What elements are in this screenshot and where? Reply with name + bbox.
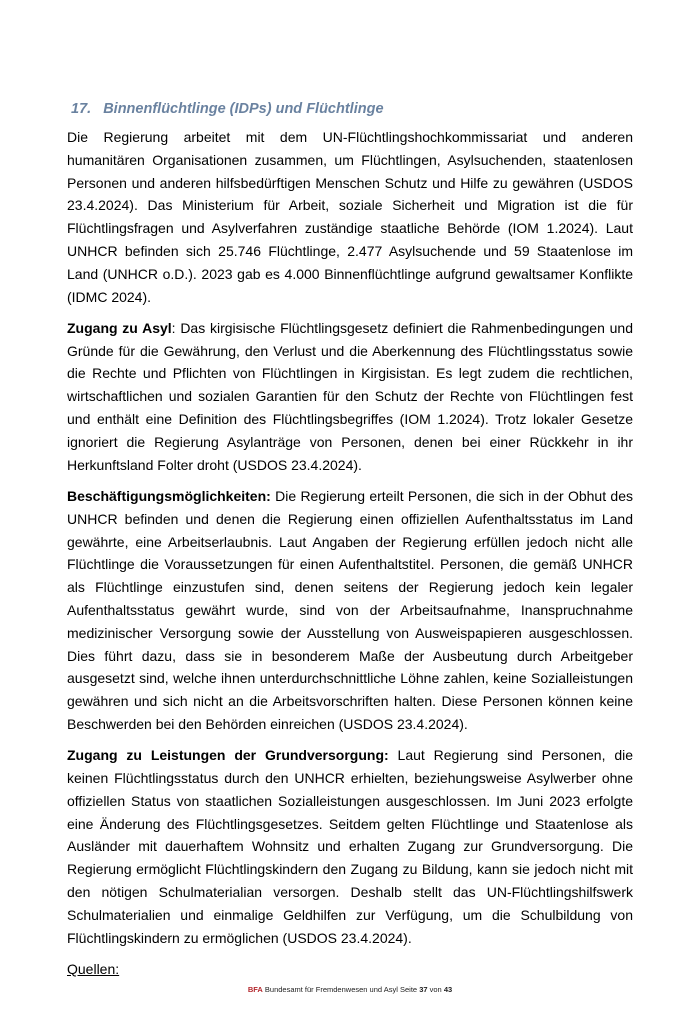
section-title: Binnenflüchtlinge (IDPs) und Flüchtlinge — [103, 101, 384, 117]
paragraph-basic-services — [67, 744, 633, 949]
paragraph-asylum-access — [67, 317, 633, 477]
page-footer — [0, 984, 700, 1016]
section-number: 17. — [71, 101, 92, 117]
paragraph-lead: Beschäftigungsmöglichkeiten: — [67, 487, 271, 504]
paragraph-lead: Zugang zu Asyl — [67, 319, 172, 336]
paragraph-intro — [67, 126, 633, 308]
paragraph-employment — [67, 485, 633, 736]
footer-of-label: von — [429, 984, 442, 994]
bfa-logo: BFA — [247, 984, 263, 994]
footer-page-label: Seite — [400, 984, 418, 994]
document-page — [67, 0, 633, 980]
footer-page-number: 37 — [419, 984, 428, 994]
paragraph-text: Die Regierung arbeitet mit dem UN-Flüchtlingshochkommissariat und anderen humanitären Organisationen zusammen, um Flüchtlingen, Asylsuchenden, staatenlosen Personen und anderen hilfsbedürftigen Menschen Schutz und Hilfe zu gewähren (USDOS 23.4.2024). Das Ministerium für Arbeit, soziale Sicherheit und Migration ist die für Flüchtlingsfragen und Asylverfahren zuständige staatliche Behörde (IOM 1.2024). Laut UNHCR befinden sich 25.746 Flüchtlinge, 2.477 Asylsuchende und 59 Staatenlose im Land (UNHCR o.D.). 2023 gab es 4.000 Binnenflüchtlinge aufgrund gewaltsamer Konflikte (IDMC 2024). — [67, 129, 633, 305]
sources-label: Quellen: — [67, 960, 120, 977]
paragraph-text: Die Regierung erteilt Personen, die sich in der Obhut des UNHCR befinden und denen die Regierung einen offiziellen Aufenthaltsstatus im Land gewährte, eine Arbeitserlaubnis. Laut Angaben der Regierung erfüllen jedoch nicht alle Flüchtlinge die Voraussetzungen für einen Aufenthaltstitel. Personen, die gemäß UNHCR als Flüchtlinge einzustufen sind, denen seitens der Regierung jedoch kein legaler Aufenthaltsstatus gewährt wurde, sind von der Arbeitsaufnahme, Inanspruchnahme medizinischer Versorgung sowie der Ausstellung von Ausweispapieren ausgeschlossen. Dies führt dazu, dass sie in besonderem Maße der Ausbeutung durch Arbeitgeber ausgesetzt sind, welche ihnen unterdurchschnittliche Löhne zahlen, keine Sozialleistungen gewähren und sich nicht an die Arbeitsvorschriften halten. Diese Personen können keine Beschwerden bei den Behörden einreichen (USDOS 23.4.2024). — [67, 487, 633, 732]
paragraph-text: : Das kirgisische Flüchtlingsgesetz definiert die Rahmenbedingungen und Gründe für die Gewährung, den Verlust und die Aberkennung des Flüchtlingsstatus sowie die Rechte und Pflichten von Flüchtlingen in Kirgisistan. Es legt zudem die rechtlichen, wirtschaftlichen und sozialen Garantien für den Schutz der Rechte von Flüchtlingen fest und enthält eine Definition des Flüchtlingsbegriffes (IOM 1.2024). Trotz lokaler Gesetze ignoriert die Regierung Asylanträge von Personen, denen bei einer Rückkehr in ihr Herkunftsland Folter droht (USDOS 23.4.2024). — [67, 319, 633, 473]
footer-page-total: 43 — [443, 984, 453, 994]
footer-org: Bundesamt für Fremdenwesen und Asyl — [264, 984, 398, 994]
paragraph-text: Laut Regierung sind Personen, die keinen Flüchtlingsstatus durch den UNHCR erhielten, beziehungsweise Asylwerber ohne offiziellen Status von staatlichen Sozialleistungen ausgeschlossen. Im Juni 2023 erfolgte eine Änderung des Flüchtlingsgesetzes. Seitdem gelten Flüchtlinge und Staatenlose als Ausländer mit dauerhaftem Wohnsitz und erhalten Zugang zur Grundversorgung. Die Regierung ermöglicht Flüchtlingskindern den Zugang zu Bildung, kann sie jedoch nicht mit den nötigen Schulmaterialian versorgen. Deshalb stellt das UN-Flüchtlingshilfswerk Schulmaterialien und einmalige Geldhilfen zur Verfügung, um die Schulbildung von Flüchtlingskindern zu ermöglichen (USDOS 23.4.2024). — [67, 747, 634, 946]
paragraph-lead: Zugang zu Leistungen der Grundversorgung: — [67, 747, 389, 764]
section-heading — [71, 99, 633, 119]
